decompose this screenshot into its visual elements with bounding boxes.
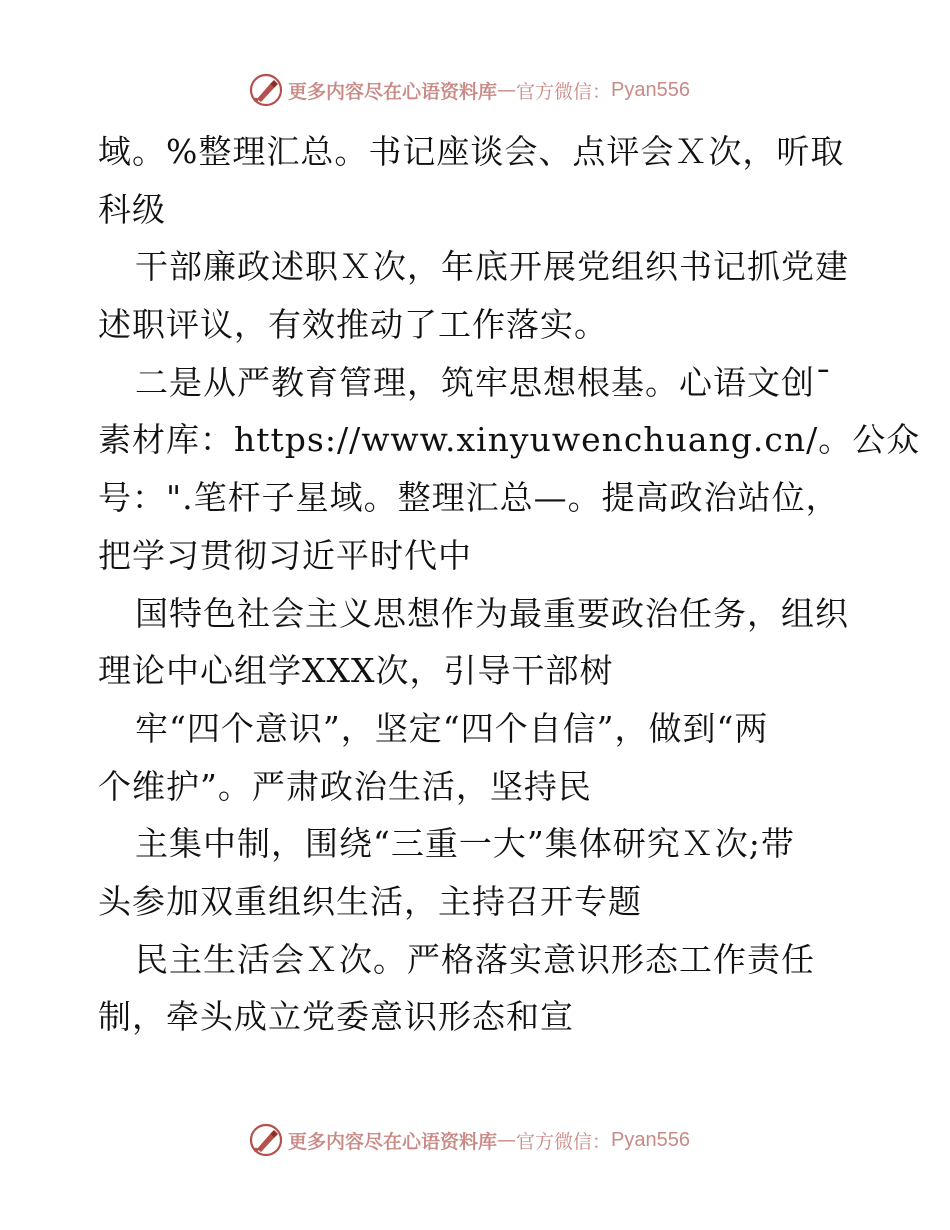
header-banner: [0, 70, 950, 110]
text-line: 干部廉政述职Ｘ次，年底开展党组织书记抓党建: [135, 247, 849, 287]
text-line: 牢“四个意识”，坚定“四个自信”，做到“两: [135, 708, 769, 748]
text-line: 述职评议，有效推动了工作落实。: [98, 305, 608, 345]
text-line: 个维护”。严肃政治生活，坚持民: [98, 766, 592, 806]
text-line: 素材库：https://www.xinyuwenchuang.cn/。公众: [98, 420, 921, 460]
footer-wechat-id: Pyan556: [611, 1128, 690, 1151]
pen-nib-circle-icon: [248, 72, 284, 108]
footer-wechat-label: 官方微信：: [516, 1130, 612, 1153]
text-line: 理论中心组学XXX次，引导干部树: [98, 651, 614, 691]
text-line: 头参加双重组织生活，主持召开专题: [98, 881, 642, 921]
text-line: 号：".笔杆子星域。整理汇总—。提高政治站位，: [98, 478, 840, 518]
text-line: 域。%整理汇总。书记座谈会、点评会Ｘ次，听取: [98, 132, 845, 171]
text-line: 国特色社会主义思想作为最重要政治任务，组织: [135, 593, 849, 633]
header-site-text: 更多内容尽在心语资料库: [288, 80, 498, 103]
header-separator: —: [497, 79, 517, 101]
header-wechat-id: Pyan556: [611, 78, 690, 101]
footer-separator: —: [497, 1129, 517, 1151]
text-line: 二是从严教育管理，筑牢思想根基。心语文创¯: [135, 362, 833, 402]
footer-banner: [0, 1120, 950, 1160]
text-line: 民主生活会Ｘ次。严格落实意识形态工作责任: [135, 939, 815, 979]
header-wechat-label: 官方微信：: [516, 80, 612, 103]
document-body: [98, 123, 921, 1046]
text-line: 制，牵头成立党委意识形态和宣: [98, 997, 574, 1037]
pen-nib-circle-icon: [248, 1122, 284, 1158]
footer-site-text: 更多内容尽在心语资料库: [288, 1130, 498, 1153]
text-line: 把学习贯彻习近平时代中: [98, 535, 472, 575]
text-line: 科级: [98, 189, 166, 229]
text-line: 主集中制，围绕“三重一大”集体研究Ｘ次;带: [135, 824, 795, 864]
